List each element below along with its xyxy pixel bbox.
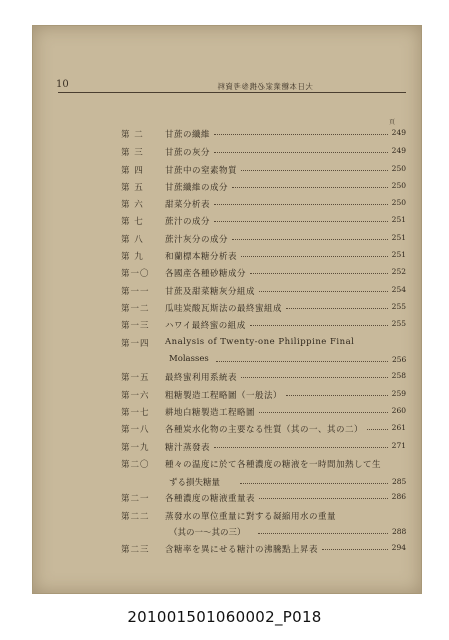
toc-entry-page: 251 — [391, 233, 406, 242]
toc-entry-number: 第一三 — [121, 321, 150, 331]
toc-entry — [121, 389, 406, 403]
leader-dots — [241, 377, 388, 378]
toc-entry-number: 第 七 — [121, 217, 144, 227]
toc-entry-title: 蒸發水の單位重量に對する凝縮用水の重量 — [165, 512, 337, 522]
toc-entry — [121, 146, 406, 160]
toc-entry — [121, 181, 406, 195]
toc-entry-page: 250 — [391, 198, 406, 207]
toc-entry-number: 第 六 — [121, 200, 144, 210]
toc-entry-title: 甘蔗の灰分 — [165, 148, 211, 158]
leader-dots — [214, 447, 388, 448]
toc-entry-page: 255 — [391, 319, 406, 328]
leader-dots — [286, 395, 388, 396]
toc-entry-title: 甘蔗纖維の成分 — [165, 183, 229, 193]
leader-dots — [214, 152, 388, 153]
leader-dots — [241, 256, 388, 257]
toc-entry-number: 第一六 — [121, 391, 150, 401]
toc-entry — [121, 543, 406, 557]
toc-entry-title: 粗糖製造工程略圖（一般法） — [165, 391, 283, 401]
toc-entry — [121, 267, 406, 281]
leader-dots — [258, 533, 388, 534]
toc-entry-page: 271 — [391, 441, 406, 450]
toc-entry-title: 瓜哇炭酸瓦斯法の最終蜜組成 — [165, 304, 283, 314]
toc-entry — [121, 319, 406, 333]
toc-entry-number: 第一一 — [121, 287, 150, 297]
toc-entry-page: 259 — [391, 389, 406, 398]
toc-entry-page: 258 — [391, 371, 406, 380]
leader-dots — [259, 498, 388, 499]
toc-entry-continuation: （其の一～其の三） — [169, 528, 246, 538]
toc-entry-page: 261 — [391, 423, 406, 432]
toc-entry-continuation: ずる損失糖量 — [169, 478, 221, 488]
toc-entry — [121, 423, 406, 437]
toc-entry — [121, 302, 406, 316]
toc-entry-number: 第二〇 — [121, 460, 150, 470]
toc-entry — [121, 441, 406, 455]
toc-entry — [121, 215, 406, 229]
toc-entry-page: 249 — [391, 128, 406, 137]
toc-entry — [121, 371, 406, 385]
toc-entry-page: 254 — [391, 285, 406, 294]
toc-entry-continuation: Molasses — [169, 354, 209, 364]
toc-entry-page: 260 — [391, 406, 406, 415]
image-caption: 201001501060002_P018 — [127, 608, 322, 626]
toc-entry-number: 第一八 — [121, 425, 150, 435]
toc-entry — [121, 164, 406, 178]
toc-entry-number: 第一〇 — [121, 269, 150, 279]
toc-entry-number: 第一五 — [121, 373, 150, 383]
page-column-label: 頁 — [389, 119, 396, 126]
toc-entry-page: 250 — [391, 164, 406, 173]
leader-dots — [214, 221, 388, 222]
toc-entry — [121, 250, 406, 264]
toc-entry-title: 最終蜜利用系統表 — [165, 373, 238, 383]
toc-entry-number: 第 二 — [121, 130, 144, 140]
leader-dots — [367, 429, 388, 430]
toc-entry — [121, 128, 406, 142]
toc-entry-title: 各國產各種砂糖成分 — [165, 269, 247, 279]
leader-dots — [216, 361, 388, 362]
toc-entry-page: 251 — [391, 215, 406, 224]
toc-entry-number: 第一九 — [121, 443, 150, 453]
toc-entry-page: 288 — [392, 527, 407, 536]
leader-dots — [214, 204, 388, 205]
toc-entry-page: 294 — [391, 543, 406, 552]
toc-entry-number: 第一七 — [121, 408, 150, 418]
leader-dots — [250, 273, 388, 274]
toc-entry-title: 和蘭標本糖分析表 — [165, 252, 238, 262]
toc-entry-title: 蔗汁灰分の成分 — [165, 235, 229, 245]
toc-entry — [121, 458, 406, 472]
toc-entry-title: 蔗汁の成分 — [165, 217, 211, 227]
toc-entry-number: 第一四 — [121, 339, 150, 349]
toc-entry-title: 糖汁蒸發表 — [165, 443, 211, 453]
toc-entry — [121, 510, 406, 524]
toc-entry — [121, 337, 406, 351]
leader-dots — [241, 170, 388, 171]
leader-dots — [240, 483, 388, 484]
toc-entry-title: 耕地白糖製造工程略圖 — [165, 408, 256, 418]
toc-entry-number: 第一二 — [121, 304, 150, 314]
toc-entry-page: 249 — [391, 146, 406, 155]
toc-entry-number: 第 三 — [121, 148, 144, 158]
leader-dots — [214, 134, 388, 135]
leader-dots — [259, 412, 388, 413]
toc-entry — [121, 492, 406, 506]
toc-entry-number: 第 九 — [121, 252, 144, 262]
toc-entry-title: 甘蔗及甜菜糖灰分組成 — [165, 287, 256, 297]
toc-entry-number: 第 四 — [121, 166, 144, 176]
toc-entry-number: 第二二 — [121, 512, 150, 522]
toc-entry-number: 第 五 — [121, 183, 144, 193]
toc-entry-page: 251 — [391, 250, 406, 259]
toc-entry-title: 甜菜分析表 — [165, 200, 211, 210]
toc-entry-page: 255 — [391, 302, 406, 311]
leader-dots — [286, 308, 388, 309]
toc-entry-title: 甘蔗の纖維 — [165, 130, 211, 140]
toc-entry-number: 第二一 — [121, 494, 150, 504]
toc-entry-page: 252 — [391, 267, 406, 276]
toc-entry — [121, 285, 406, 299]
toc-entry-number: 第二三 — [121, 545, 150, 555]
toc-entry-page: 285 — [392, 477, 407, 486]
toc-entry-title: 含糖率を異にせる糖汁の沸騰點上昇表 — [165, 545, 319, 555]
toc-entry-page: 250 — [391, 181, 406, 190]
running-head: 大日本糖業家必携参考資料 — [217, 82, 313, 91]
toc-entry-number: 第 八 — [121, 235, 144, 245]
toc-entry-page: 286 — [391, 492, 406, 501]
toc-entry-title: 各種濃度の糖液重量表 — [165, 494, 256, 504]
toc-entry-title: 種々の温度に於て各種濃度の糖液を一時間加熱して生 — [165, 460, 382, 470]
toc-entry-title: ハワイ最終蜜の組成 — [165, 321, 246, 331]
toc-entry — [121, 198, 406, 212]
leader-dots — [232, 187, 388, 188]
leader-dots — [250, 325, 388, 326]
leader-dots — [232, 239, 388, 240]
page-number: 10 — [56, 79, 69, 90]
toc-entry — [121, 406, 406, 420]
toc-entry-title: 甘蔗中の窒素物質 — [165, 166, 238, 176]
leader-dots — [322, 549, 388, 550]
leader-dots — [259, 291, 388, 292]
toc-entry-title: Analysis of Twenty-one Philippine Final — [165, 337, 355, 347]
toc-entry-title: 各種炭水化物の主要なる性質（其の一、其の二） — [165, 425, 364, 435]
toc-entry-page: 256 — [392, 355, 407, 364]
toc-entry — [121, 233, 406, 247]
